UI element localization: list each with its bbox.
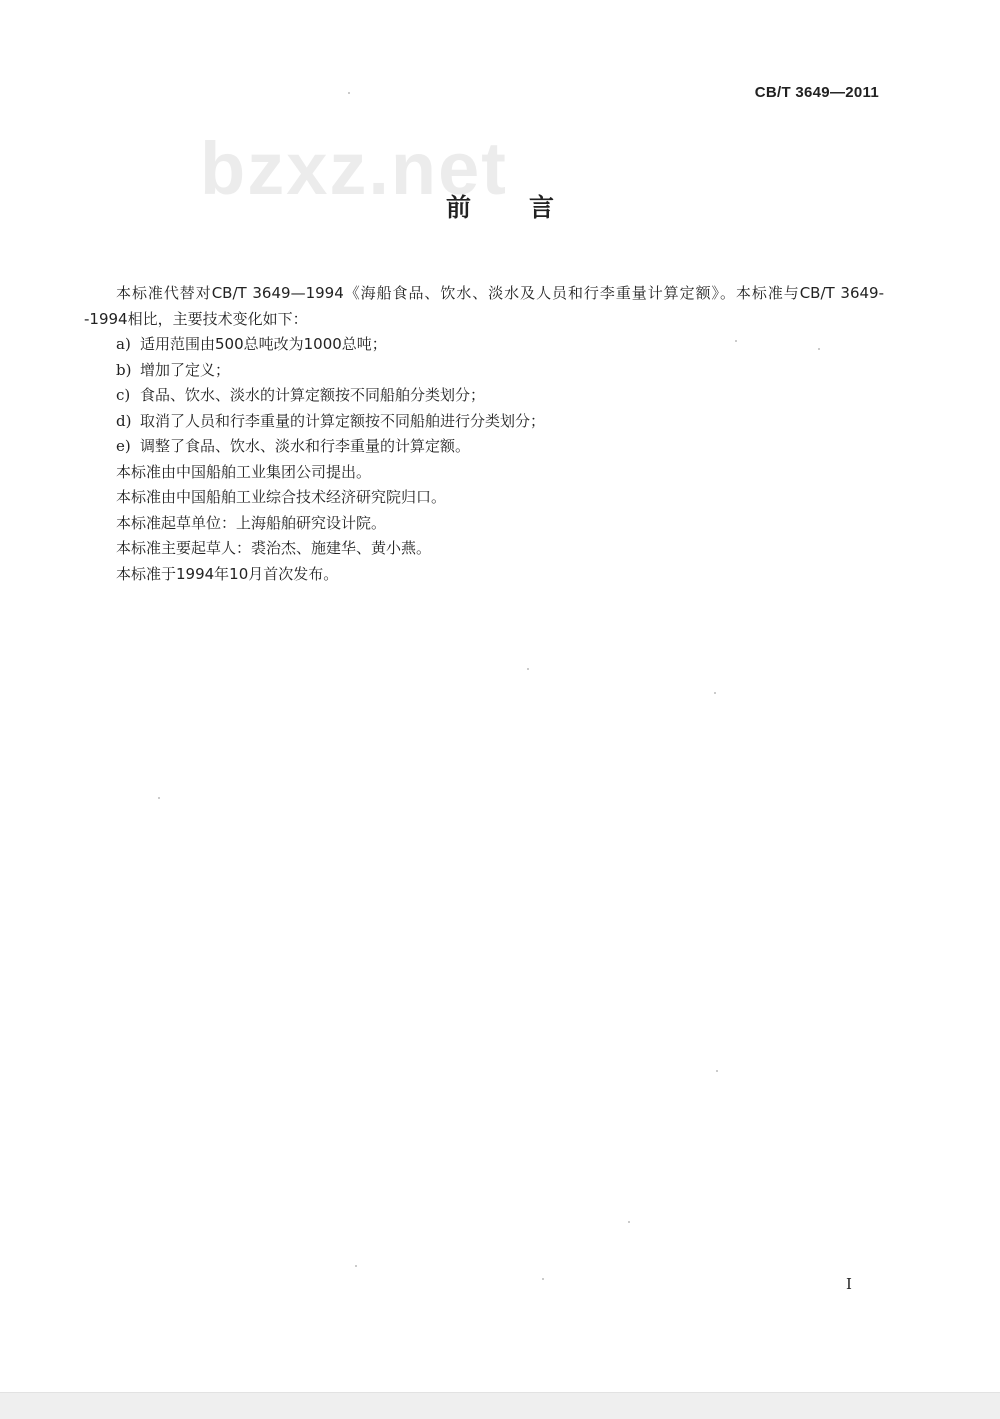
list-item-text: 食品、饮水、淡水的计算定额按不同船舶分类划分；: [140, 386, 486, 404]
foreword-body: [84, 281, 884, 587]
standard-code: CB/T 3649—2011: [754, 84, 879, 101]
scan-speck: [542, 1278, 544, 1280]
list-item-text: 适用范围由500总吨改为1000总吨；: [140, 335, 387, 353]
intro-paragraph: 本标准代替对CB/T 3649—1994《海船食品、饮水、淡水及人员和行李重量计算定额》。本标准与CB/T 3649--1994相比，主要技术变化如下：: [84, 284, 884, 328]
list-item-text: 增加了定义；: [140, 360, 231, 379]
page-title: 前言: [445, 193, 612, 222]
scan-speck: [735, 340, 737, 342]
page-number: I: [846, 1275, 852, 1293]
scan-speck: [158, 797, 160, 799]
first-release-statement: 本标准于1994年10月首次发布。: [116, 564, 339, 583]
list-marker: d): [116, 411, 132, 430]
proposer-statement: 本标准由中国船舶工业集团公司提出。: [116, 462, 372, 481]
scan-bottom-edge: [0, 1392, 1000, 1419]
list-item-text: 取消了人员和行李重量的计算定额按不同船舶进行分类划分；: [140, 411, 546, 430]
drafting-unit-statement: 本标准起草单位：上海船舶研究设计院。: [116, 513, 387, 532]
scan-speck: [348, 92, 350, 94]
administrator-statement: 本标准由中国船舶工业综合技术经济研究院归口。: [116, 488, 447, 506]
change-item-a: [84, 332, 884, 358]
scan-speck: [527, 668, 529, 670]
list-marker: a): [116, 335, 131, 353]
list-marker: b): [116, 360, 132, 379]
list-marker: c): [116, 386, 131, 404]
change-item-b: [84, 358, 884, 384]
list-marker: e): [116, 437, 131, 455]
scan-speck: [818, 348, 820, 350]
watermark-logo: bzxz.net: [200, 127, 508, 210]
scan-speck: [355, 1265, 357, 1267]
drafters-statement: 本标准主要起草人：裘治杰、施建华、黄小燕。: [116, 539, 432, 557]
change-item-d: [84, 409, 884, 435]
list-item-text: 调整了食品、饮水、淡水和行李重量的计算定额。: [140, 437, 471, 455]
change-item-e: [84, 434, 884, 460]
change-item-c: [84, 383, 884, 409]
scan-speck: [628, 1221, 630, 1223]
scan-speck: [716, 1070, 718, 1072]
scan-speck: [714, 692, 716, 694]
